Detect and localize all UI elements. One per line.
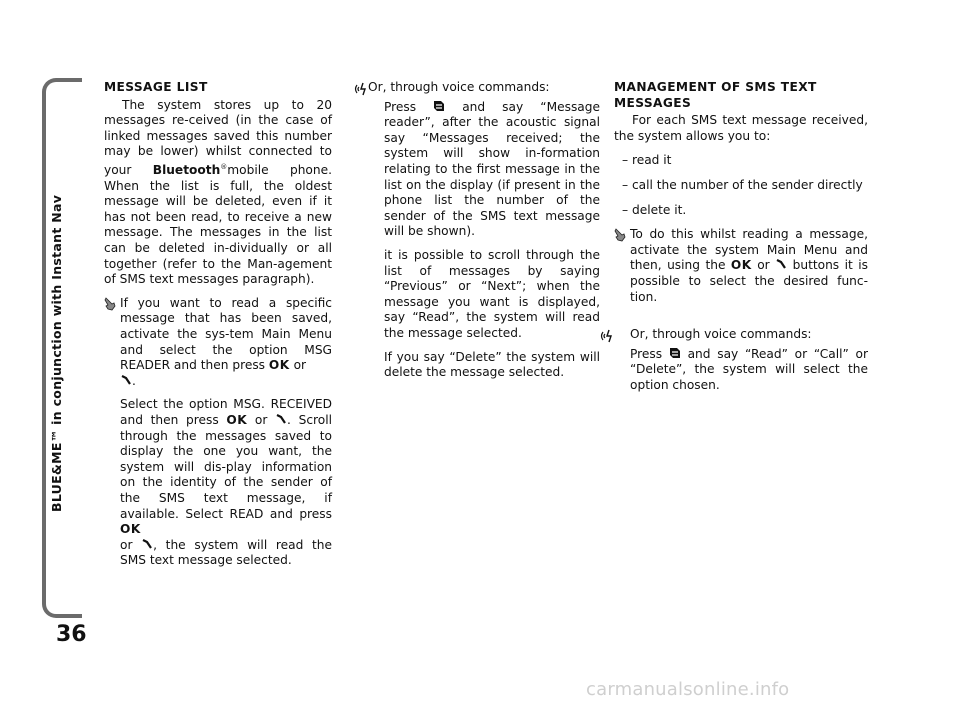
hand-pointer-icon bbox=[614, 228, 626, 242]
column-message-list bbox=[104, 80, 332, 577]
list-item: – call the number of the sender directly bbox=[622, 177, 863, 192]
voice-command-icon bbox=[353, 82, 367, 96]
column-management bbox=[614, 80, 868, 402]
voice-intro: Or, through voice commands: bbox=[630, 327, 812, 342]
list-item: – delete it. bbox=[622, 202, 687, 217]
paragraph-delete: If you say “Delete” the system will delete the message selected. bbox=[384, 349, 600, 380]
arrow-button-icon bbox=[775, 258, 787, 270]
hand-pointer-icon bbox=[104, 297, 116, 311]
heading-management: MANAGEMENT OF SMS TEXT MESSAGES bbox=[614, 80, 817, 110]
paragraph-read-call-delete: Press and say “Read” or “Call” or “Delete”, the system will select the option chosen. bbox=[630, 346, 868, 392]
voice-block bbox=[368, 80, 600, 96]
voice-intro: Or, through voice commands: bbox=[368, 80, 550, 94]
paragraph-select-received: Select the option MSG. RECEIVED and then press OK or . Scroll through the messages saved to display the one you want, the system will dis-play information on the identity of the sender of the SMS text message, if available. Select READ and press OK or , the system will read the SMS text message selected. bbox=[120, 397, 332, 568]
voice-block bbox=[614, 327, 868, 343]
arrow-button-icon bbox=[275, 413, 287, 425]
note-select-function: To do this whilst reading a message, activate the system Main Menu and then, using the OK or buttons it is possible to select the desired func-tion. bbox=[614, 227, 868, 305]
watermark: carmanualsonline.info bbox=[586, 679, 790, 700]
column-voice-commands bbox=[368, 80, 600, 389]
page-number: 36 bbox=[56, 622, 87, 647]
voice-button-icon bbox=[433, 100, 445, 112]
arrow-button-icon bbox=[141, 538, 153, 550]
list-item: – read it bbox=[622, 153, 672, 168]
paragraph-management-intro: For each SMS text message received, the system allows you to: bbox=[614, 113, 868, 143]
paragraph-scroll-list: it is possible to scroll through the list of messages by saying “Previous” or “Next”; when the message you want is displayed, say “Read”, the system will read the message selected. bbox=[384, 247, 600, 340]
arrow-button-icon bbox=[120, 374, 132, 386]
note-read-message: If you want to read a specific message that has been saved, activate the sys-tem Main Menu and select the option MSG READER and then press OK or . Select the option MSG. RECEIVED and then press OK or . Scroll through the messages saved to display the one you want, the system will dis-play information on the identity of the sender of the SMS text message, if available. Select READ and press OK or , the system will read the SMS text message selected. bbox=[104, 296, 332, 569]
voice-button-icon bbox=[669, 347, 681, 359]
side-title-text: BLUE&ME™ in conjunction with Instant Nav bbox=[49, 194, 64, 512]
voice-command-icon bbox=[599, 329, 613, 343]
paragraph-message-storage: The system stores up to 20 messages re-ceived (in the case of linked messages saved this number may be lower) whilst connected to your Bluetooth®mobile phone. When the list is full, the oldest message will be deleted, even if it has not been read, to receive a new message. The messages in the list can be deleted in-dividually or all together (refer to the Man-agement of SMS text messages paragraph). bbox=[104, 97, 332, 287]
bluetooth-label: Bluetooth bbox=[152, 163, 221, 178]
paragraph-message-reader: Press and say “Message reader”, after the acoustic signal say “Messages received; the system will show in-formation relating to the first message in the list on the display (if present in the phone list the number of the sender of the SMS text message will be shown). bbox=[384, 99, 601, 239]
heading-message-list: MESSAGE LIST bbox=[104, 80, 208, 94]
